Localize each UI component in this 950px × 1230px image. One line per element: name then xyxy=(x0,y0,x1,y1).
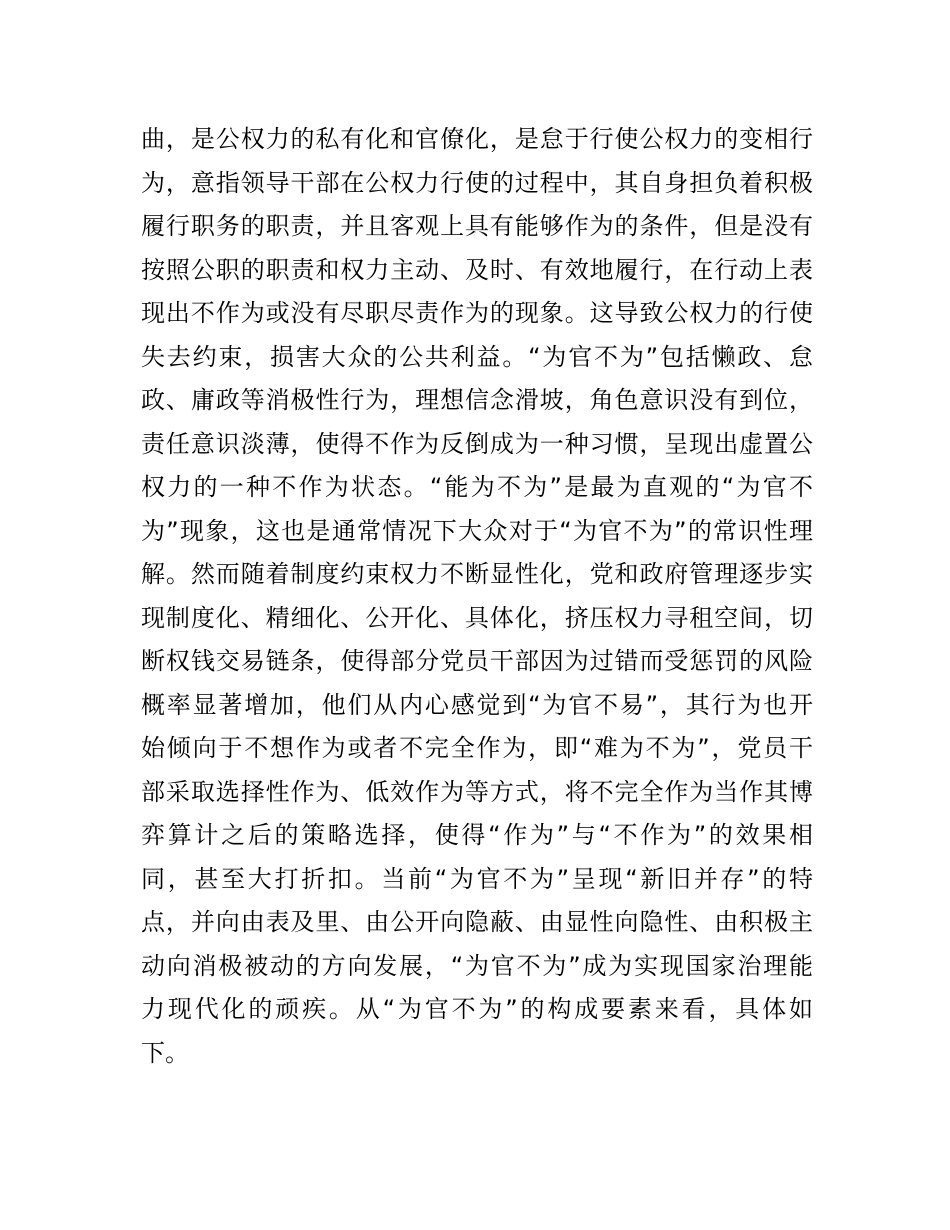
text-line-7: 政、庸政等消极性行为，理想信念滑坡，角色意识没有到位， xyxy=(141,386,813,414)
text-line-14: 概率显著增加，他们从内心感觉到“为官不易”，其行为也开 xyxy=(141,690,813,719)
text-line-18: 同，甚至大打折扣。当前“为官不为”呈现“新旧并存”的特 xyxy=(141,864,813,893)
body-paragraph xyxy=(141,118,813,1075)
text-line-10: 为”现象，这也是通常情况下大众对于“为官不为”的常识性理 xyxy=(141,516,813,545)
text-line-17: 弈算计之后的策略选择，使得“作为”与“不作为”的效果相 xyxy=(141,821,813,849)
text-line-4: 按照公职的职责和权力主动、及时、有效地履行，在行动上表 xyxy=(141,255,813,284)
text-line-9: 权力的一种不作为状态。“能为不为”是最为直观的“为官不 xyxy=(141,473,813,501)
text-line-12: 现制度化、精细化、公开化、具体化，挤压权力寻租空间，切 xyxy=(141,603,813,632)
text-line-2: 为，意指领导干部在公权力行使的过程中，其自身担负着积极 xyxy=(141,168,813,197)
text-line-8: 责任意识淡薄，使得不作为反倒成为一种习惯，呈现出虚置公 xyxy=(141,429,813,458)
text-line-13: 断权钱交易链条，使得部分党员干部因为过错而受惩罚的风险 xyxy=(141,647,813,675)
text-line-22: 下。 xyxy=(141,1038,189,1067)
text-line-1: 曲，是公权力的私有化和官僚化，是怠于行使公权力的变相行 xyxy=(141,125,813,153)
text-line-20: 动向消极被动的方向发展，“为官不为”成为实现国家治理能 xyxy=(141,951,813,980)
text-line-15: 始倾向于不想作为或者不完全作为，即“难为不为”，党员干 xyxy=(141,734,813,762)
text-line-3: 履行职务的职责，并且客观上具有能够作为的条件，但是没有 xyxy=(141,212,813,240)
text-line-11: 解。然而随着制度约束权力不断显性化，党和政府管理逐步实 xyxy=(141,560,813,588)
text-line-19: 点，并向由表及里、由公开向隐蔽、由显性向隐性、由积极主 xyxy=(141,908,813,936)
text-line-21: 力现代化的顽疾。从“为官不为”的构成要素来看，具体如 xyxy=(141,995,813,1023)
text-line-6: 失去约束，损害大众的公共利益。“为官不为”包括懒政、怠 xyxy=(141,342,813,371)
text-line-16: 部采取选择性作为、低效作为等方式，将不完全作为当作其博 xyxy=(141,777,813,806)
text-line-5: 现出不作为或没有尽职尽责作为的现象。这导致公权力的行使 xyxy=(141,299,813,327)
